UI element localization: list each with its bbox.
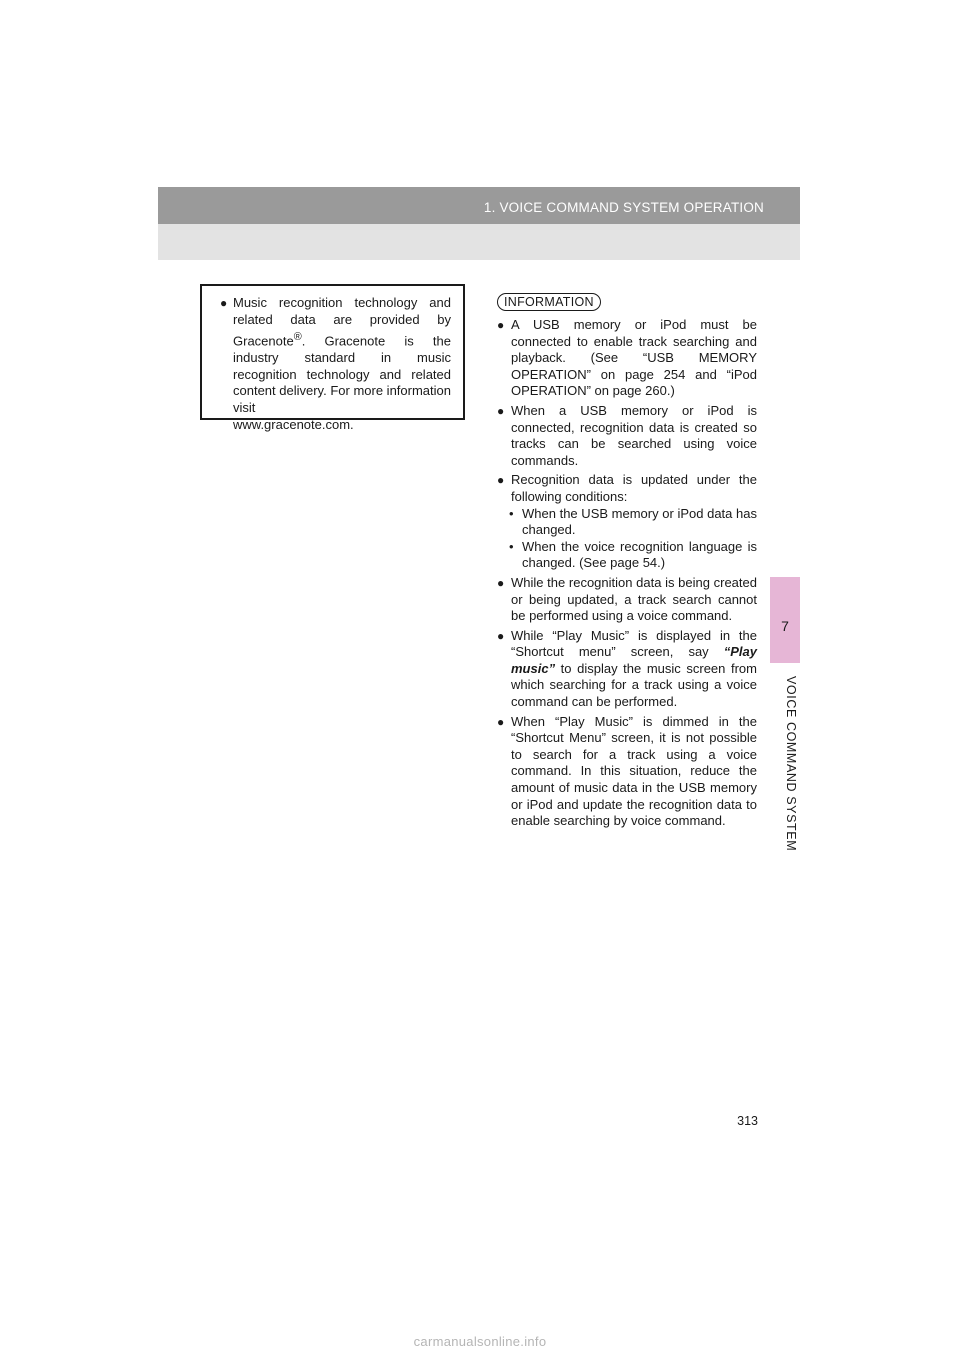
page-number: 313: [737, 1114, 758, 1128]
header-bar: [158, 187, 800, 224]
info-item: [497, 628, 757, 711]
note-line: . Gracenote is the industry: [233, 332, 451, 365]
info-item-text: While “Play Music” is displayed in the “Shortcut menu” screen, say: [511, 627, 757, 660]
info-subitem: [497, 506, 757, 539]
info-subitem-text: When the USB memory or iPod data has changed.: [522, 505, 757, 538]
information-section: [497, 293, 757, 830]
bullet-icon: ●: [497, 628, 505, 643]
bullet-icon: ●: [497, 403, 505, 418]
info-item-text: When a USB memory or iPod is connected, recognition data is created so tracks can be searched using voice commands.: [511, 402, 757, 468]
bullet-icon: ●: [220, 296, 228, 310]
bullet-icon: ●: [497, 575, 505, 590]
info-item: [497, 403, 757, 469]
info-subitem-text: When the voice recognition language is changed. (See page 54.): [522, 538, 757, 571]
note-line: Gracenote: [233, 332, 294, 348]
info-subitem: [497, 539, 757, 572]
note-line: Music recognition technology and: [233, 295, 451, 310]
info-item: [497, 575, 757, 625]
info-item-text: Recognition data is updated under the following conditions:: [511, 472, 757, 504]
bullet-icon: ●: [497, 318, 505, 332]
note-line: www.gracenote.com.: [233, 416, 354, 432]
voice-command-phrase: “Play music”: [511, 644, 757, 676]
gracenote-note-box: [200, 284, 465, 432]
information-label: INFORMATION: [497, 293, 601, 311]
info-item-text: While the recognition data is being created or being updated, a track search cannot be performed using a voice command.: [511, 574, 757, 624]
note-line: standard in music recognition: [233, 349, 451, 382]
info-item: [497, 317, 757, 400]
watermark: carmanualsonline.info: [413, 1334, 547, 1349]
note-line: related data are provided by: [233, 311, 451, 327]
header-subbar: [158, 224, 800, 260]
info-item: [497, 714, 757, 830]
section-title: 1. VOICE COMMAND SYSTEM OPERATION: [483, 200, 764, 215]
sub-bullet-icon: •: [509, 505, 514, 521]
note-item: [220, 295, 451, 434]
chapter-tab: [770, 577, 800, 663]
info-item-text: A USB memory or iPod must be connected to enable track searching and playback. (See “USB MEMORY OPERATION” on page 254 and “iPod OPERATION” on page 260.): [511, 317, 757, 399]
info-item: [497, 472, 757, 505]
chapter-number: 7: [781, 618, 789, 634]
info-item-text: to display the music screen from which searching for a track using a voice command can be performed.: [511, 660, 757, 710]
note-line: technology and related content delivery.: [233, 366, 451, 399]
sub-bullet-icon: •: [509, 538, 514, 554]
bullet-icon: ●: [497, 714, 505, 729]
registered-mark: ®: [293, 330, 302, 343]
info-item-text: When “Play Music” is dimmed in the “Shortcut Menu” screen, it is not possible to search for a track using a voice command. In this situation, reduce the amount of music data in the USB memory or iPod and update the recognition data to enable searching by voice command.: [511, 713, 757, 829]
note-line: For more information visit: [233, 383, 451, 416]
bullet-icon: ●: [497, 473, 505, 488]
chapter-label: VOICE COMMAND SYSTEM: [784, 676, 798, 852]
